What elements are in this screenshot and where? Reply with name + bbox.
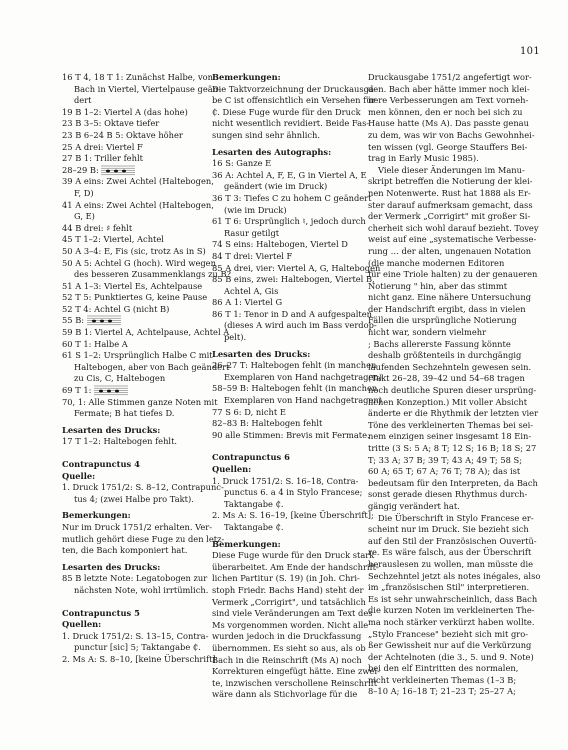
lesarten-heading: Lesarten des Drucks: (62, 424, 161, 435)
text-line: überarbeitet. Am Ende der handschrift- (212, 561, 379, 572)
cp6-title: Contrapunctus 6 (212, 452, 290, 463)
text-line: be C ist offensichtlich ein Versehen für (212, 95, 376, 106)
druck-heading: Lesarten des Drucks: (212, 348, 311, 359)
cp4-title: Contrapunctus 4 (62, 459, 140, 469)
text-line: auf den Stil der Französischen Ouvertü- (368, 535, 537, 546)
text-line: Ms vorgenommen worden. Nicht alle (212, 619, 369, 630)
cp4-les-list (62, 573, 214, 596)
text-line: nere Verbesserungen am Text vorneh- (368, 95, 529, 106)
text-line: bedeutsam für den Interpreten, da Bach (368, 477, 538, 488)
text-line: Exemplaren von Hand nachgetragen) (224, 395, 382, 406)
text-line: 86 T 1: Tenor in D and A aufgespalten (212, 308, 372, 319)
text-line: dert (74, 95, 92, 106)
text-line: scheint nur im Druck. Sie bezieht sich (368, 524, 529, 535)
column-left (62, 72, 231, 666)
text-line: herauslesen zu wollen, man müsste die (368, 558, 534, 569)
text-line: 16 T 4, 18 T 1: Zunächst Halbe, von (62, 72, 213, 82)
lesarten-list (62, 436, 214, 448)
text-line: punctus 6. a 4 in Stylo Francese; (224, 487, 363, 498)
text-line: für eine Triole halten) zu der genaueren (368, 269, 538, 280)
text-line: der Vermerk „Corrigirt" mit großer Si- (368, 211, 531, 222)
text-line: Diese Fuge wurde für den Druck stark (212, 550, 375, 561)
text-line: noch deutliche Spuren dieser ursprüng- (368, 385, 537, 396)
text-line: 85 B letzte Note: Legatobogen zur (62, 573, 208, 584)
column-right (368, 72, 541, 698)
text-line: ten wissen (vgl. George Stauffers Bei- (368, 141, 528, 152)
column-middle (212, 72, 382, 701)
text-line: 1. Druck 1751/2: S. 13–15, Contra- (62, 630, 209, 641)
text-line: Notierung " hin, aber das stimmt (368, 280, 508, 291)
cp5-title: Contrapunctus 5 (62, 607, 140, 618)
text-line: Taktangabe ₵. (224, 521, 284, 532)
text-line: 2. Ms A: S. 8–10, [keine Überschrift]. (62, 653, 219, 664)
text-line: ma noch stärker verkürzt haben wollte. (368, 616, 535, 627)
text-line: zu Cis, C, Haltebogen (74, 373, 166, 384)
text-line: F, D) (74, 187, 94, 198)
text-line: sonst gerade diesen Rhythmus durch- (368, 489, 528, 500)
text-line: den. Bach aber hätte immer noch klei- (368, 83, 530, 94)
text-line: punctur [sic] 5; Taktangabe ₵. (74, 642, 201, 653)
text-line: geändert (wie im Druck) (224, 181, 328, 192)
text-line: gängig verändert hat. (368, 500, 460, 511)
text-line: des besseren Zusammenklangs zu B? (74, 269, 231, 280)
text-line: mutlich gehört diese Fuge zu den letz- (62, 533, 225, 544)
text-line: nem einzigen seiner insgesamt 18 Ein- (368, 431, 532, 442)
text-line: Die Taktvorzeichnung der Druckausga- (212, 83, 377, 94)
text-line: 86 A 1: Viertel G (212, 297, 283, 308)
text-line: Viele dieser Änderungen im Manu- (378, 164, 525, 175)
music-example-icon (101, 165, 135, 176)
text-line: ₵. Diese Fuge wurde für den Druck (212, 106, 361, 117)
text-line: 1. Druck 1751/2: S. 8–12, Contrapunc- (62, 482, 224, 493)
text-line: 51 A 1–3: Viertel Es, Achtelpause (62, 280, 203, 291)
text-line: 55 B: (62, 315, 214, 327)
text-line: 61 T 6: Ursprünglich ♮, jedoch durch (212, 216, 366, 227)
text-line: 27 B 1: Triller fehlt (62, 153, 143, 164)
text-line: Es ist sehr unwahrscheinlich, dass Bach (368, 593, 538, 604)
bem-heading: Bemerkungen: (212, 72, 281, 82)
text-line: 58–59 B: Haltebogen fehlt (in manchen (212, 383, 378, 394)
text-line: Töne des verkleinerten Themas bei sei- (368, 419, 534, 430)
text-line: nicht wesentlich revidiert. Beide Fas- (212, 118, 370, 129)
text-line: 23 B 6–24 B 5: Oktave höher (62, 129, 183, 140)
text-line: Rasur getilgt (224, 227, 280, 238)
text-line: rung … der alten, ungenauen Notation (368, 245, 532, 256)
text-line: 52 T 4: Achtel G (nicht B) (62, 303, 170, 314)
text-line: ßer Gewissheit nur auf die Verkürzung (368, 640, 532, 651)
text-line: cherheit sich wohl darauf bezieht. Tovey (368, 222, 539, 233)
text-line: 84 T drei: Viertel F (212, 250, 293, 261)
text-line: Bach in Viertel, Viertelpause geän- (74, 83, 221, 94)
cp5-quellen-heading: Quellen: (62, 619, 102, 630)
text-line: sungen sind sehr ähnlich. (212, 129, 321, 140)
autograph-list (212, 158, 381, 344)
cp4-bem-heading: Bemerkungen: (62, 510, 131, 521)
text-line: Hause hatte (Ms A). Das passte genau (368, 118, 529, 129)
text-line: lichen Konzeption.) Mit voller Absicht (368, 396, 528, 407)
text-line: 85 B eins, zwei: Haltebogen, Viertel B, (212, 274, 375, 285)
text-line: skript betreffen die Notierung der klei- (368, 176, 533, 187)
text-line: Vermerk „Corrigirt", und tatsächlich (212, 596, 366, 607)
text-line: 25 A drei: Viertel F (62, 141, 143, 152)
text-line: 50 A 5: Achtel G (hoch). Wird wegen (62, 257, 216, 268)
text-line: 69 T 1: (62, 385, 214, 397)
text-line: der Achtelnoten (die 3., 5. und 9. Note) (368, 651, 534, 662)
text-line: Korrekturen eingefügt hätte. Eine zwei- (212, 666, 380, 677)
bem-list (212, 83, 377, 142)
text-line: ten, die Bach komponiert hat. (62, 545, 188, 556)
cp4-les-heading: Lesarten des Drucks: (62, 561, 161, 572)
text-line: Bach in die Reinschrift (Ms A) noch (212, 654, 362, 665)
text-line: nen Notenwerte. Rust hat 1888 als Er- (368, 187, 531, 198)
text-line: änderte er die Rhythmik der letzten vier (368, 408, 539, 419)
text-line: pelt). (224, 332, 247, 343)
text-line: tus 4; (zwei Halbe pro Takt). (74, 493, 194, 504)
text-line: (dieses A wird auch im Bass verdop- (224, 320, 377, 331)
music-example-icon (87, 315, 121, 326)
text-line: Die Überschrift in Stylo Francese er- (378, 512, 534, 523)
cp4-quelle-list (62, 482, 224, 505)
text-line: 61 S 1–2: Ursprünglich Halbe C mit (62, 350, 213, 361)
text-line: Achtel A, Gis (224, 285, 279, 296)
autograph-heading: Lesarten des Autographs: (212, 146, 332, 157)
cp6-bem-list (212, 550, 380, 701)
commentary-text (368, 72, 541, 698)
text-line: Fällen die ursprüngliche Notierung (368, 315, 517, 326)
text-line: weist auf eine „systematische Verbesse- (368, 234, 537, 245)
text-line: 50 A 3–4: E, Fis (sic, trotz As in S) (62, 245, 206, 256)
text-line: Haltebogen, aber von Bach geändert (74, 361, 230, 372)
cp6-quellen-heading: Quellen: (212, 464, 252, 474)
text-line: sind viele Veränderungen am Text des (212, 608, 373, 619)
text-line: der Handschrift ergibt, dass in vielen (368, 303, 526, 314)
text-line: 60 T 1: Halbe A (62, 338, 128, 349)
text-line: 1. Druck 1751/2: S. 16–18, Contra- (212, 475, 359, 486)
page-number: 101 (520, 46, 540, 57)
text-line: 52 T 5: Punktiertes G, keine Pause (62, 292, 208, 303)
text-line: Taktangabe ₵. (224, 498, 284, 509)
text-line: ster darauf aufmerksam gemacht, dass (368, 199, 533, 210)
text-line: Exemplaren von Hand nachgetragen) (224, 371, 382, 382)
text-line: Sechzehntel jetzt als notes inégales, also (368, 570, 541, 581)
text-line: deshalb größtenteils in durchgängig (368, 350, 522, 361)
text-line: nicht war, sondern vielmehr (368, 327, 487, 338)
text-line: men können, den er noch bei sich zu (368, 106, 523, 117)
text-line: übernommen. Es sieht so aus, als ob (212, 642, 366, 653)
text-line: laufenden Sechzehnteln gewesen sein. (368, 361, 532, 372)
text-line: lichen Partitur (S. 19) (in Joh. Chri- (212, 573, 360, 584)
text-line: stoph Friedr. Bachs Hand) steht der (212, 584, 364, 595)
text-line: re. Es wäre falsch, aus der Überschrift (368, 547, 532, 558)
text-line: 74 S eins: Haltebogen, Viertel D (212, 239, 348, 250)
text-line: 28–29 B: (62, 165, 214, 177)
text-line: 77 S 6: D, nicht E (212, 406, 286, 417)
text-line: 26–27 T: Haltebogen fehlt (in manchen (212, 360, 377, 371)
text-line: 8–10 A; 16–18 T; 21–23 T; 25–27 A; (368, 686, 516, 697)
text-line: die kurzen Noten im verkleinerten The- (368, 605, 535, 616)
text-line: 23 B 3–5: Oktave tiefer (62, 118, 160, 129)
text-line: wurden jedoch in die Druckfassung (212, 631, 362, 642)
text-line: Druckausgabe 1751/2 angefertigt wor- (368, 72, 532, 82)
text-line: zu dem, was wir von Bachs Gewohnhei- (368, 129, 535, 140)
text-line: (wie im Druck) (224, 204, 287, 215)
text-line: trag in Early Music 1985). (368, 153, 479, 164)
cp4-bem-list (62, 521, 225, 557)
text-line: ; Bachs allererste Fassung könnte (368, 338, 511, 349)
text-line: 85 A drei, vier: Viertel A, G, Haltebogen (212, 262, 381, 273)
text-line: (die manche modernen Editoren (368, 257, 505, 268)
text-line: im „französischen Stil" interpretieren. (368, 582, 530, 593)
text-line: Nur im Druck 1751/2 erhalten. Ver- (62, 521, 213, 532)
text-line: 90 alle Stimmen: Brevis mit Fermate. (212, 429, 370, 440)
text-line: 19 B 1–2: Viertel A (das hohe) (62, 106, 188, 117)
text-line: 36 T 3: Tiefes C zu hohem C geändert (212, 192, 372, 203)
text-line: 70, 1: Alle Stimmen ganze Noten mit (62, 396, 218, 407)
text-line: 44 B drei: ♯ fehlt (62, 222, 133, 233)
text-line: (Takt 26–28, 39–42 und 54–68 tragen (368, 373, 525, 384)
music-example-icon (94, 385, 128, 396)
text-line: Fermate; B hat tiefes D. (74, 408, 175, 419)
cp5-quellen-list (62, 630, 219, 666)
text-line: G, E) (74, 211, 95, 222)
text-line: 45 T 1–2: Viertel, Achtel (62, 234, 164, 245)
text-line: 41 A eins: Zwei Achtel (Haltebogen, (62, 199, 214, 210)
text-line: 36 A: Achtel A, F, E, G in Viertel A, E (212, 169, 367, 180)
text-line: 60 A; 65 T; 67 A; 76 T; 78 A); das ist (368, 466, 521, 477)
text-line: wäre dann als Stichvorlage für die (212, 689, 358, 700)
text-line: T; 33 A; 37 B; 39 T; 43 A; 49 T; 58 S; (368, 454, 523, 465)
cp4-quelle-heading: Quelle: (62, 470, 96, 481)
text-line: 59 B 1: Viertel A, Achtelpause, Achtel A (62, 327, 230, 338)
text-line: 82–83 B: Haltebogen fehlt (212, 418, 323, 429)
text-line: „Stylo Francese" bezieht sich mit gro- (368, 628, 529, 639)
text-line: nicht verkleinerten Themas (1–3 B; (368, 674, 517, 685)
cp6-quellen-list (212, 475, 374, 534)
text-line: bei den elf Eintritten des normalen, (368, 663, 519, 674)
text-line: 17 T 1–2: Haltebogen fehlt. (62, 436, 178, 447)
text-line: te, inzwischen verschollene Reinschrift (212, 677, 378, 688)
text-line: 39 A eins: Zwei Achtel (Haltebogen, (62, 176, 214, 187)
text-line: nicht ganz. Eine nähere Untersuchung (368, 292, 532, 303)
errata-list (62, 72, 231, 420)
text-line: 2. Ms A: S. 16–19, [keine Überschrift]; (212, 510, 374, 521)
text-line: nächsten Note, wohl irrtümlich. (74, 584, 209, 595)
text-line: tritte (3 S: 5 A; 8 T; 12 S; 16 B; 18 S; 27 (368, 443, 537, 453)
cp6-bem-heading: Bemerkungen: (212, 538, 281, 549)
druck-list (212, 360, 382, 441)
text-line: 16 S: Ganze E (212, 158, 272, 169)
